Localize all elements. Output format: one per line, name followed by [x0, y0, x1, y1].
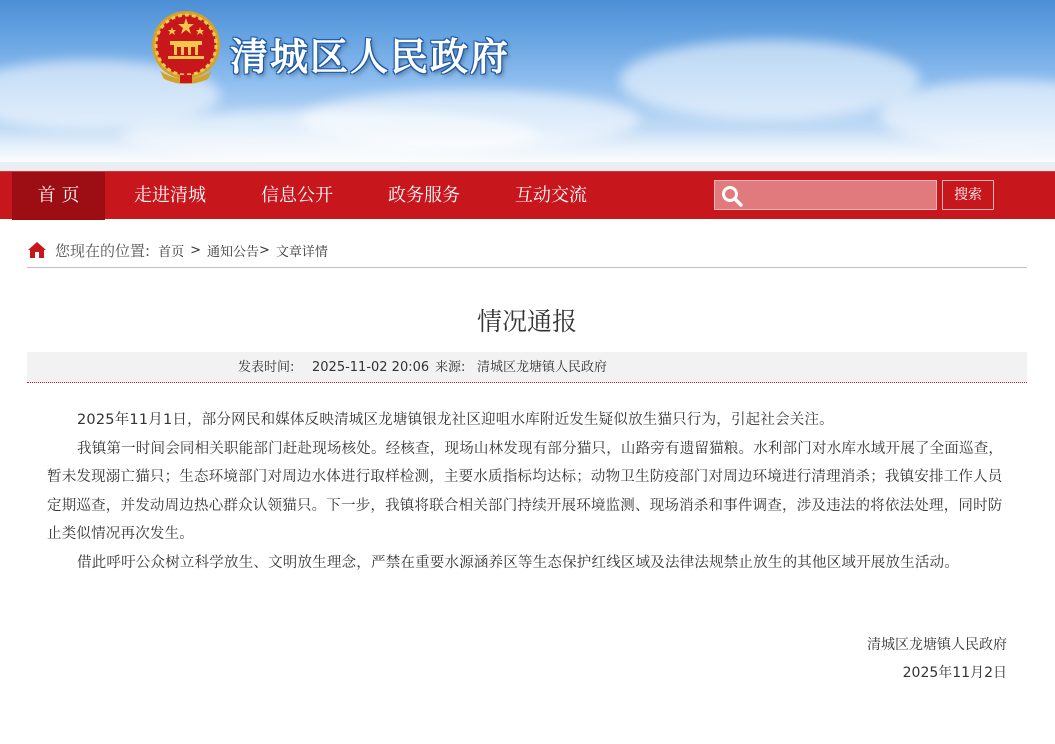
nav-item-info-disclosure[interactable]: 信息公开: [261, 185, 333, 206]
source-label: 来源:: [435, 360, 466, 375]
article-signature: [867, 631, 1007, 687]
breadcrumb-home-link[interactable]: 首页: [158, 244, 185, 260]
signature-date: 2025年11月2日: [902, 665, 1007, 681]
search-input[interactable]: [749, 183, 933, 207]
article-body: [47, 406, 1009, 577]
publish-time-label: 发表时间:: [238, 360, 295, 375]
nav-item-home[interactable]: 首 页: [12, 172, 105, 220]
breadcrumb-label: 您现在的位置:: [55, 241, 151, 260]
site-title: 清城区人民政府: [230, 35, 511, 79]
home-icon: [27, 241, 47, 259]
banner-divider: [0, 162, 1055, 171]
search-box: [714, 180, 937, 210]
search-button[interactable]: 搜索: [942, 180, 994, 210]
article-paragraph: 我镇第一时间会同相关职能部门赶赴现场核处。经核查，现场山林发现有部分猫只，山路旁有遗留猫粮。水利部门对水库水域开展了全面巡查，暂未发现溺亡猫只；生态环境部门对周边水体进行取样检测，主要水质指标均达标；动物卫生防疫部门对周边环境进行清理消杀；我镇安排工作人员定期巡查，并发动周边热心群众认领猫只。下一步，我镇将联合相关部门持续开展环境监测、现场消杀和事件调查，涉及违法的将依法处理，同时防止类似情况再次发生。: [47, 440, 1004, 542]
article-content: [0, 219, 1055, 744]
header-banner: [0, 0, 1055, 162]
breadcrumb-current: 文章详情: [275, 244, 328, 260]
breadcrumb-divider: [27, 267, 1027, 268]
signature-org: 清城区龙塘镇人民政府: [867, 637, 1007, 653]
magnifier-icon: [720, 184, 744, 208]
main-nav: [0, 171, 1055, 219]
article-paragraph: 借此呼吁公众树立科学放生、文明放生理念，严禁在重要水源涵养区等生态保护红线区域及法律法规禁止放生的其他区域开展放生活动。: [77, 554, 959, 571]
publish-time: 2025-11-02 20:06: [312, 360, 430, 375]
nav-item-gov-services[interactable]: 政务服务: [388, 185, 460, 206]
national-emblem-icon: [150, 9, 222, 85]
breadcrumb-separator: >: [190, 242, 201, 258]
article-title: 情况通报: [476, 307, 577, 336]
source: 清城区龙塘镇人民政府: [477, 360, 608, 375]
breadcrumb-notices-link[interactable]: 通知公告: [206, 244, 259, 260]
breadcrumb-separator: >: [259, 242, 270, 258]
nav-item-interaction[interactable]: 互动交流: [515, 185, 587, 206]
article-paragraph: 2025年11月1日，部分网民和媒体反映清城区龙塘镇银龙社区迎咀水库附近发生疑似放生猫只行为，引起社会关注。: [77, 412, 834, 428]
nav-item-about[interactable]: 走进清城: [134, 185, 206, 206]
article-meta: [27, 352, 1027, 383]
breadcrumb: [27, 240, 1027, 260]
